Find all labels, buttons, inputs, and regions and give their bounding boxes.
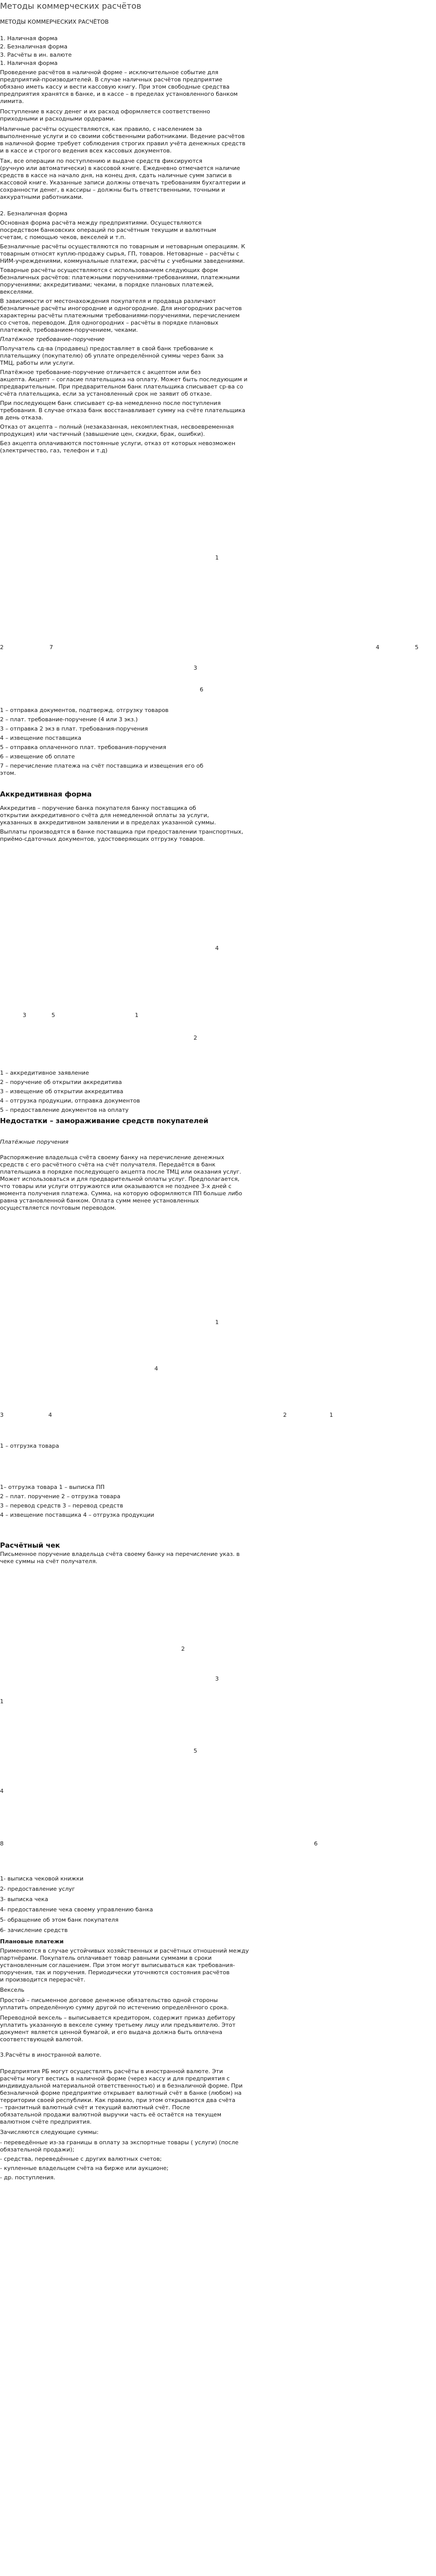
text-line: – транзитный валютный счёт и текущий валютный счёт. После <box>0 2104 190 2111</box>
text-line: МЕТОДЫ КОММЕРЧЕСКИХ РАСЧЁТОВ <box>0 19 109 25</box>
diagram-label: 6 <box>314 1840 318 1847</box>
text-line: равна установленной банком. Оплата сумм менее установленных <box>0 1197 199 1204</box>
text-line: При последующем банк списывает ср-ва немедленно после поступления <box>0 400 221 406</box>
text-line: Наличные расчёты осуществляются, как правило, с населением за <box>0 126 202 132</box>
text-line: 2 – поручение об открытии аккредитива <box>0 1079 122 1086</box>
text-line: территории своей республики. Как правило, при этом открываются два счёта <box>0 2097 236 2104</box>
diagram-label: 4 <box>376 644 379 651</box>
text-line: 5 – предоставление документов на оплату <box>0 1107 129 1113</box>
text-line: характерны расчёты платежными требованиями-поручениями, перечислением <box>0 312 240 319</box>
text-line: Поступление в кассу денег и их расход оформляется соответственно <box>0 108 211 115</box>
text-line: Аккредитив – поручение банка покупателя банку поставщика об <box>0 805 196 811</box>
text-line: 3.Расчёты в иностранной валюте. <box>0 2052 101 2058</box>
text-line: Проведение расчётов в наличной форме – исключительное событие для <box>0 69 219 76</box>
text-line: предварительным. При предварительном банк плательщика списывает ср-ва со <box>0 383 243 390</box>
text-line: 3 – перевод средств 3 – перевод средств <box>0 1502 124 1509</box>
text-line: уплатить определённую сумму другой по истечению определённого срока. <box>0 2004 229 2011</box>
text-line: Безналичные расчёты осуществляются по товарным и нетоварным операциям. К <box>0 243 246 250</box>
text-line: 5- обращение об этом банк покупателя <box>0 1917 119 1923</box>
diagram-label: 1 <box>0 1698 4 1705</box>
diagram-label: 4 <box>215 945 219 952</box>
text-line: указанных в аккредитивном заявлении и в пределах указанной суммы. <box>0 819 216 826</box>
text-line: 4 – отгрузка продукции, отправка документов <box>0 1097 140 1104</box>
diagram-label: 3 <box>23 1012 26 1019</box>
text-line: 4- предоставление чека своему управлению банка <box>0 1906 153 1913</box>
text-line: 1– отгрузка товара 1 – выписка ПП <box>0 1484 105 1490</box>
section-heading: Аккредитивная форма <box>0 790 92 799</box>
text-line: обязательной продажи валютной выручки часть её остаётся на текущем <box>0 2111 221 2118</box>
text-line: Вексель <box>0 1987 25 1993</box>
diagram-label: 4 <box>48 1412 52 1418</box>
diagram-label: 6 <box>200 686 203 693</box>
text-line: приходными и расходными ордерами. <box>0 115 115 122</box>
text-line: 5 – отправка оплаченного плат. требования-поручения <box>0 744 166 751</box>
text-line: (электричество, газ, телефон и т.д) <box>0 447 108 454</box>
text-line: 6 – извещение об оплате <box>0 753 75 760</box>
text-line: 4 – извещение поставщика 4 – отгрузка продукции <box>0 1512 154 1518</box>
section-heading: Недостатки – замораживание средств покупателей <box>0 1117 208 1125</box>
text-line: Плановые платежи <box>0 1938 64 1945</box>
text-line: безналичные расчёты иногородние и одногородние. Для иногородних расчетов <box>0 305 242 312</box>
diagram-label: 5 <box>51 1012 55 1019</box>
text-line: в наличной форме требует соблюдения строгих правил учёта денежных средств <box>0 140 246 147</box>
text-line: плательщику (покупателю) об уплате определённой суммы через банк за <box>0 352 224 359</box>
text-line: средств в кассе на начало дня, на конец дня, сдать наличные сумм записи в <box>0 172 232 179</box>
text-line: 7 – перечисление платежа на счёт поставщика и извещения его об <box>0 762 203 769</box>
text-line: предприятий-производителей. В случае наличных расчётов предприятие <box>0 76 222 83</box>
text-line: - переведённые из-за границы в оплату за экспортные товары ( услуги) (после <box>0 2139 239 2146</box>
text-line: поручениями; аккредитивами; чеками, в порядке плановых платежей, <box>0 281 214 288</box>
text-line: кассовой книге. Указанные записи должны отвечать требованиям бухгалтерии и <box>0 179 246 186</box>
text-line: документ является ценной бумагой, и его выдача должна быть оплачена <box>0 2029 222 2036</box>
text-line: Без акцепта оплачиваются постоянные услуги, отказ от которых невозможен <box>0 440 236 447</box>
diagram-label: 1 <box>215 554 219 561</box>
text-line: (ручную или автоматически) в кассовой книге. Ежедневно отмечается наличие <box>0 165 240 172</box>
text-line: Выплаты производятся в банке поставщика при предоставлении транспортных, <box>0 828 243 835</box>
diagram-label: 7 <box>49 644 53 651</box>
diagram-label: 4 <box>0 1788 4 1794</box>
text-line: индивидуальной материальной ответственностью) и в безналичной форме. При <box>0 2082 243 2089</box>
text-line: 3- выписка чека <box>0 1896 48 1903</box>
text-line: момента получения платежа. Сумма, на которую оформляются ПП больше либо <box>0 1190 242 1197</box>
text-line: 1. Наличная форма <box>0 35 58 42</box>
diagram-label: 8 <box>0 1840 4 1847</box>
diagram-label: 3 <box>194 665 197 671</box>
text-line: безналичной форме предприятие открывает валютный счёт в банке (любом) на <box>0 2090 242 2096</box>
diagram-label: 5 <box>194 1748 197 1754</box>
diagram-label: 1 <box>215 1319 219 1326</box>
text-line: - средства, переведённые с других валютных счетов; <box>0 2156 162 2162</box>
section-heading: Расчётный чек <box>0 1541 60 1550</box>
text-line: 3. Расчёты в ин. валюте <box>0 52 72 58</box>
text-line: Зачисляются следующие суммы: <box>0 2129 99 2136</box>
text-line: Может использоваться и для предварительной оплаты услуг. Предполагается, <box>0 1176 240 1182</box>
text-line: - др. поступления. <box>0 2174 56 2181</box>
text-line: аккуратными работниками. <box>0 194 83 200</box>
text-line: векселями. <box>0 289 34 295</box>
text-line: плательщика в порядке последующего акцепта после ТМЦ или оказания услуг. <box>0 1168 241 1175</box>
text-line: 3 – извещение об открытии аккредитива <box>0 1088 124 1095</box>
text-line: осуществляется почтовым переводом. <box>0 1205 116 1211</box>
text-line: НИМ-учреждениями, коммунальные платежи, расчёты с учебными заведениями. <box>0 258 245 264</box>
text-line: установленным соглашением. При этом могут выписываться как требования- <box>0 1962 235 1969</box>
text-line: предприятия хранятся в банке, и в кассе – в пределах установленного банком <box>0 91 238 97</box>
diagram-label: 2 <box>0 644 4 651</box>
text-line: уплатить указанную в векселе сумму третьему лицу или предъявителю. Этот <box>0 2022 236 2028</box>
text-line: Платёжное требование-поручение <box>0 336 105 343</box>
text-line: в день отказа. <box>0 414 44 421</box>
text-line: открытии аккредитивного счёта для немедленной оплаты за услуги, <box>0 812 209 819</box>
text-line: продукция) или частичный (завышение цен, скидки, брак, ошибки). <box>0 431 205 437</box>
text-line: и производится перерасчёт. <box>0 1976 85 1983</box>
text-line: Основная форма расчёта между предприятиями. Осуществляются <box>0 219 202 226</box>
text-line: обязательной продажи); <box>0 2146 75 2153</box>
diagram-label: 3 <box>215 1675 219 1682</box>
text-line: 2 – плат. поручение 2 – отгрузка товара <box>0 1493 120 1500</box>
text-line: 6- зачисление средств <box>0 1927 68 1934</box>
text-line: безналичных расчётов: платежными поручениями-требованиями, платежными <box>0 274 240 281</box>
text-line: 1 – отправка документов, подтвержд. отгрузку товаров <box>0 707 169 714</box>
text-line: счетам, с помощью чеков, векселей и т.п. <box>0 234 126 241</box>
text-line: Платёжное требование-поручение отличается с акцептом или без <box>0 369 201 376</box>
text-line: Отказ от акцепта – полный (незаказанная, некомплектная, несвоевременная <box>0 423 234 430</box>
diagram-label: 5 <box>415 644 418 651</box>
text-line: требования. В случае отказа банк восстанавливает сумму на счёте плательщика <box>0 407 246 414</box>
text-line: 3 – отправка 2 экз в плат. требования-поручения <box>0 725 148 732</box>
text-line: 2 – плат. требование-поручение (4 или 3 экз.) <box>0 716 138 723</box>
text-line: этом. <box>0 770 16 776</box>
text-line: Товарные расчёты осуществляются с использованием следующих форм <box>0 267 218 274</box>
text-line: со счетов, переводом. Для одногородних – расчёты в порядке плановых <box>0 319 219 326</box>
diagram-label: 2 <box>181 1646 185 1652</box>
text-line: посредством банковских операций по расчётным текущим и валютным <box>0 227 216 233</box>
text-line: 1. Наличная форма <box>0 60 58 66</box>
diagram-label: 2 <box>283 1412 287 1418</box>
text-line: расчёты могут вестись в наличной форме (через кассу и для предприятия с <box>0 2075 230 2082</box>
text-line: партнёрами. Покупатель оплачивает товар равными суммами в сроки <box>0 1955 212 1961</box>
text-line: и в кассе и строгого ведения всех кассовых документов. <box>0 147 172 154</box>
diagram-label: 1 <box>329 1412 333 1418</box>
text-line: соответствующей валютой. <box>0 2036 83 2043</box>
text-line: сохранности денег, в кассиры – должны быть ответственными, точными и <box>0 187 225 193</box>
text-line: 1 – отгрузка товара <box>0 1443 59 1449</box>
text-line: Письменное поручение владельца счёта своему банку на перечисление указ. в <box>0 1551 240 1557</box>
text-line: 2. Безналичная форма <box>0 43 67 50</box>
text-line: платежей, требованием-поручением, чеками. <box>0 327 138 333</box>
text-line: лимита. <box>0 98 24 105</box>
diagram-label: 1 <box>135 1012 138 1019</box>
text-line: приёмо-сдаточных документов, удостоверяющих отгрузку товаров. <box>0 836 205 842</box>
text-line: - купленные владельцем счёта на бирже или аукционе; <box>0 2165 169 2172</box>
text-line: 1 – аккредитивное заявление <box>0 1070 89 1076</box>
text-line: выполненные услуги и со своими собственными работниками. Ведение расчётов <box>0 133 245 140</box>
text-line: Предприятия РБ могут осуществлять расчёты в иностранной валюте. Эти <box>0 2068 223 2075</box>
text-line: Платёжные поручения <box>0 1139 68 1145</box>
text-line: валютном счёте предприятия. <box>0 2119 92 2125</box>
text-line: 1- выписка чековой книжки <box>0 1875 84 1882</box>
text-line: что товары или услуги отгружаются или оказываются не позднее 3-х дней с <box>0 1183 232 1190</box>
diagram-label: 2 <box>194 1035 197 1041</box>
text-line: счёта плательщика, если за установленный срок не заявит об отказе. <box>0 391 212 397</box>
text-line: средств с его расчётного счёта на счёт получателя. Передаётся в банк <box>0 1161 216 1168</box>
text-line: поручения, так и поручения. Периодически уточняются состояния расчётов <box>0 1969 230 1976</box>
text-line: Так, все операции по поступлению и выдаче средств фиксируются <box>0 158 202 164</box>
diagram-label: 3 <box>0 1412 4 1418</box>
text-line: обязано иметь кассу и вести кассовую книгу. При этом свободные средства <box>0 83 230 90</box>
text-line: Применяются в случае устойчивых хозяйственных и расчётных отношений между <box>0 1947 249 1954</box>
text-line: 2. Безналичная форма <box>0 210 67 217</box>
text-line: ТМЦ, работы или услуги. <box>0 360 75 366</box>
text-line: 2- предоставление услуг <box>0 1886 75 1892</box>
text-line: В зависимости от местонахождения покупателя и продавца различают <box>0 298 216 304</box>
text-line: Переводной вексель – выписывается кредитором, содержит приказ дебитору <box>0 2014 236 2021</box>
text-line: акцепта. Акцепт – согласие плательщика на оплату. Может быть последующим и <box>0 376 248 383</box>
page-title: Методы коммерческих расчётов <box>0 1 142 11</box>
diagram-label: 4 <box>154 1365 158 1372</box>
text-line: Простой – письменное договое денежное обязательство одной стороны <box>0 1997 218 2004</box>
text-line: Получатель сд-ва (продавец) предоставляет в свой банк требование к <box>0 345 214 352</box>
text-line: Распоряжение владельца счёта своему банку на перечисление денежных <box>0 1154 224 1161</box>
text-line: 4 – извещение поставщика <box>0 735 81 741</box>
text-line: чеке суммы на счёт получателя. <box>0 1558 98 1565</box>
text-line: товарным относят куплю-продажу сырья, ГП, товаров. Нетоварные – расчёты с <box>0 250 239 257</box>
